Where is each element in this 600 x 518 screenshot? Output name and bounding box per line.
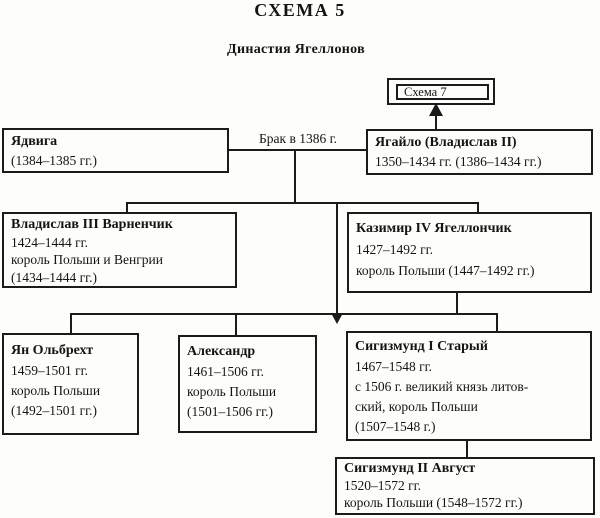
person-detail: (1501–1506 гг.) xyxy=(187,404,274,419)
person-detail: 1459–1501 гг. xyxy=(11,363,89,378)
node-sigismund1 xyxy=(346,331,592,441)
person-detail: король Польши (1548–1572 гг.) xyxy=(344,495,523,510)
marriage-label: Брак в 1386 г. xyxy=(259,131,337,146)
person-detail: с 1506 г. великий князь литов- xyxy=(355,379,529,394)
node-alexander xyxy=(178,335,317,433)
page-subtitle: Династия Ягеллонов xyxy=(227,42,365,57)
person-detail: 1461–1506 гг. xyxy=(187,364,265,379)
person-name: Сигизмунд I Старый xyxy=(355,339,488,354)
node-kazimierz4 xyxy=(347,212,592,293)
arrow-shaft-line xyxy=(435,113,437,130)
schema7-reference-box[interactable] xyxy=(387,78,495,105)
person-detail: (1434–1444 гг.) xyxy=(11,269,98,285)
gen3-sibling-line xyxy=(70,313,498,315)
person-detail: король Польши xyxy=(11,383,101,398)
person-detail: 1427–1492 гг. xyxy=(356,242,434,257)
gen3-drop-jan xyxy=(70,313,72,334)
person-name: Сигизмунд II Август xyxy=(344,461,476,476)
node-jadwiga xyxy=(2,128,229,173)
schema7-label: Схема 7 xyxy=(404,84,447,99)
marriage-line xyxy=(228,149,367,151)
person-detail: король Польши и Венгрии xyxy=(11,252,163,267)
node-sigismund2 xyxy=(335,457,595,515)
person-name: Ядвига xyxy=(11,134,58,149)
person-name: Казимир IV Ягеллончик xyxy=(356,221,512,236)
person-detail: ский, король Польши xyxy=(355,399,478,414)
gen2-sibling-line xyxy=(126,202,479,204)
kazimierz-bottom-line xyxy=(456,291,458,315)
node-jan-olbracht xyxy=(2,333,139,435)
person-detail: король Польши (1447–1492 гг.) xyxy=(356,263,535,278)
person-detail: 1467–1548 гг. xyxy=(355,359,433,374)
person-name: Владислав III Варненчик xyxy=(11,217,173,232)
person-name: Ян Ольбрехт xyxy=(11,343,94,358)
page-title: СХЕМА 5 xyxy=(254,0,346,20)
sigismund1-to-sigismund2-line xyxy=(466,439,468,459)
person-detail: (1492–1501 гг.) xyxy=(11,403,98,418)
person-detail: (1507–1548 г.) xyxy=(355,419,436,434)
marriage-drop-line xyxy=(294,149,296,204)
gen3-drop-sigismund1 xyxy=(496,313,498,332)
person-name: Ягайло (Владислав II) xyxy=(375,135,517,150)
person-detail: 1424–1444 гг. xyxy=(11,234,89,250)
person-detail: 1520–1572 гг. xyxy=(344,478,422,493)
person-name: Александр xyxy=(187,344,256,359)
person-detail: король Польши xyxy=(187,384,277,399)
gen2-to-gen3-line xyxy=(336,202,338,315)
person-detail: 1350–1434 гг. (1386–1434 гг.) xyxy=(375,154,542,169)
node-wladyslaw3 xyxy=(2,212,237,288)
node-jagiello xyxy=(366,129,593,175)
person-detail: (1384–1385 гг.) xyxy=(11,153,98,168)
gen3-drop-alexander xyxy=(235,313,237,336)
schema7-inner-frame xyxy=(396,84,489,100)
